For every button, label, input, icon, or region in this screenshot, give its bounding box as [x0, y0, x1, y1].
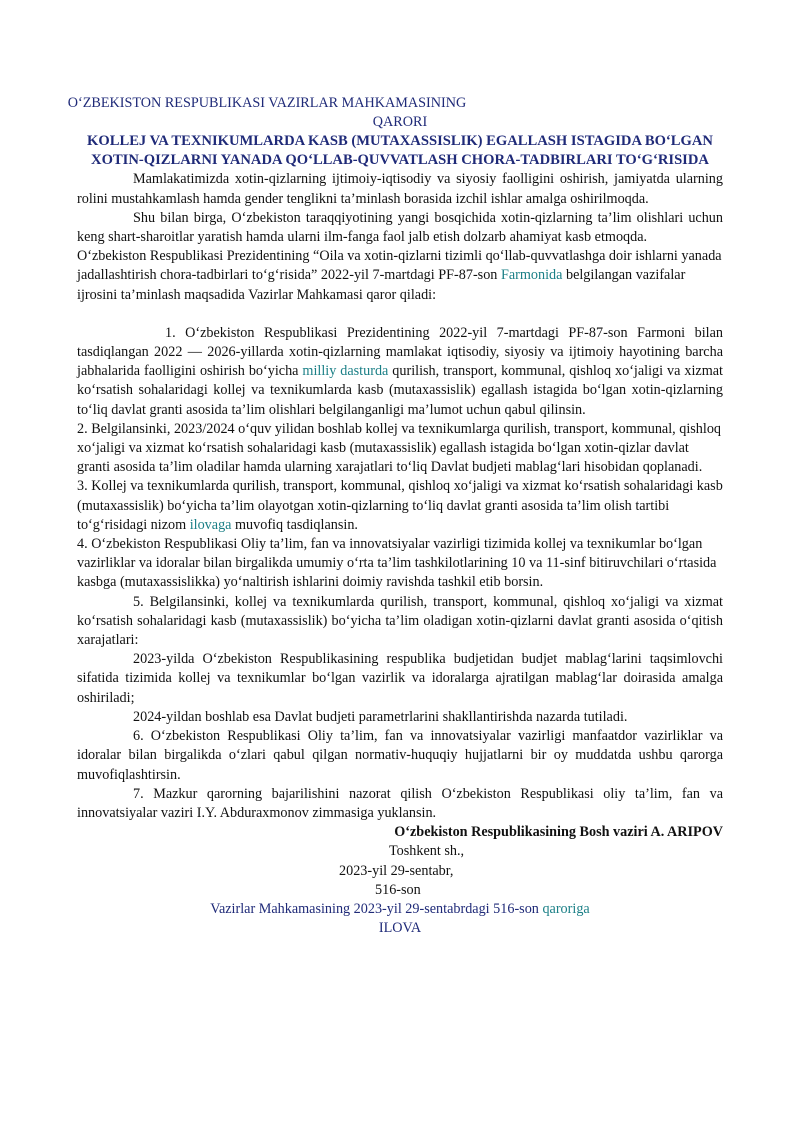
farmon-link[interactable]: Farmonida — [500, 267, 563, 284]
org-heading — [2, 94, 532, 113]
signature-place: Toshkent sh., — [389, 843, 465, 860]
org-name: O‘ZBEKISTON RESPUBLIKASI VAZIRLAR MAHKAMASINING — [67, 95, 467, 111]
milliy-dastur-link[interactable]: milliy dasturda — [302, 363, 389, 380]
item-1-first-line: 1. O‘zbekiston Respublikasi Prezidentining 2022-yil 7-martdagi PF-87-son Farmoni bilan — [165, 324, 723, 341]
signature-date: 2023-yil 29-sentabr, — [339, 862, 454, 879]
item-1 — [77, 343, 723, 420]
qaror-link[interactable]: qaroriga — [542, 900, 590, 917]
intro-p3-text: O‘zbekiston Respublikasi Prezidentining “Oila va xotin-qizlarni tizimli qo‘llab-quvvatlashga doir ishlarni yanada jadallashtirish chora-tadbirlari to‘g‘risida” 2022-yil 7-martdagi PF-87-son — [77, 248, 722, 284]
annex-reference-text: Vazirlar Mahkamasining 2023-yil 29-sentabrdagi 516-son — [210, 900, 543, 917]
signature-line: O‘zbekiston Respublikasining Bosh vaziri A. ARIPOV — [394, 824, 723, 841]
item-5-subparagraph-2: 2024-yildan boshlab esa Davlat budjeti parametrlarini shakllantirishda nazarda tutiladi. — [133, 708, 628, 725]
intro-p3-text-end: belgilangan vazifalar ijrosini ta’minlash maqsadida Vazirlar Mahkamasi qaror qiladi: — [77, 267, 686, 303]
ilova-link[interactable]: ilovaga — [189, 516, 232, 533]
item-4: 4. O‘zbekiston Respublikasi Oliy ta’lim, fan va innovatsiyalar vazirligi tizimida kollej va texnikumlar bo‘lgan vazirliklar va idoralar bilan birgalikda umumiy o‘rta ta’lim tashkilotlarining 10 va 11-sinf bitiruvchilari o‘rtasida kasbga (mutaxassislikka) yo‘naltirish ishlarini doimiy ravishda tashkil etib borsin. — [77, 536, 717, 591]
annex-heading: ILOVA — [378, 920, 422, 937]
intro-paragraph-1: Mamlakatimizda xotin-qizlarning ijtimoiy-iqtisodiy va siyosiy faolligini oshirish, jamiyatda ularning rolini mustahkamlash hamda gender tenglikni ta’minlash borasida izchil ishlar amalga oshirilmoqda. — [77, 171, 723, 207]
item-5: 5. Belgilansinki, kollej va texnikumlarda qurilish, transport, kommunal, qishloq xo‘jaligi va xizmat ko‘rsatish sohalaridagi kasb (mutaxassislik) bo‘yicha ta’lim oladigan xotin-qizlarni davlat granti asosida o‘qitish xarajatlari: — [77, 593, 723, 649]
item-3 — [77, 477, 723, 535]
item-6: 6. O‘zbekiston Respublikasi Oliy ta’lim, fan va innovatsiyalar vazirligi manfaatdor vazirliklar va idoralar bilan birgalikda o‘zlari qabul qilgan normativ-huquqiy hujjatlarni bir oy muddatda ushbu qarorga muvofiqlashtirsin. — [77, 728, 723, 783]
item-1-text-end: qurilish, transport, kommunal, qishloq xo‘jaligi va xizmat ko‘rsatish sohalaridagi kollej va texnikumlarda kasb (mutaxassislik) egallash istagida bo‘lgan xotin-qizlarning to‘liq davlat granti asosida ta’lim olishlari belgilanganligi ma’lumot uchun qabul qilinsin. — [77, 363, 723, 418]
doc-type: QARORI — [372, 114, 428, 131]
item-1-text: tasdiqlangan 2022 — 2026-yillarda xotin-qizlarning mamlakat iqtisodiy, siyosiy va ijtimoiy hayotining barcha jabhalarida faolligini oshirish bo‘yicha — [77, 344, 723, 380]
intro-paragraph-3 — [77, 247, 723, 305]
item-2: 2. Belgilansinki, 2023/2024 o‘quv yilidan boshlab kollej va texnikumlarga qurilish, transport, kommunal, qishloq xo‘jaligi va xizmat ko‘rsatish sohalaridagi kasb (mutaxassislik) egallash istagida bo‘lgan xotin-qizlar davlat granti asosida ta’lim oladilar hamda ularning xarajatlari to‘liq Davlat budjeti mablag‘lari hisobidan qoplanadi. — [77, 420, 722, 476]
signature-number: 516-son — [375, 881, 421, 898]
item-5-subparagraph-1: 2023-yilda O‘zbekiston Respublikasining respublika budjetidan budjet mablag‘larini taqsimlovchi sifatida tizimida kollej va texnikumlar bo‘lgan vazirlik va idoralarga ajratilgan mablag‘lar doirasida amalga oshiriladi; — [77, 651, 723, 706]
item-3-text: 3. Kollej va texnikumlarda qurilish, transport, kommunal, qishloq xo‘jaligi va xizmat ko‘rsatish sohalaridagi kasb (mutaxassislik) bo‘yicha ta’lim olayotgan xotin-qizlarning to‘liq davlat granti asosida ta’lim olish tartibi to‘g‘risidagi nizom — [77, 478, 723, 533]
item-3-text-end: muvofiq tasdiqlansin. — [231, 516, 358, 533]
document — [67, 94, 723, 938]
spacer — [77, 305, 723, 324]
intro-paragraph-2: Shu bilan birga, O‘zbekiston taraqqiyotining yangi bosqichida xotin-qizlarning ta’lim olishlari uchun keng shart-sharoitlar yaratish hamda ularni ilm-fanga faol jalb etish dolzarb ahamiyat kasb etmoqda. — [77, 209, 723, 246]
doc-title: KOLLEJ VA TEXNIKUMLARDA KASB (MUTAXASSISLIK) EGALLASH ISTAGIDA BO‘LGAN XOTIN-QIZLARNI YANADA QO‘LLAB-QUVVATLASH CHORA-TADBIRLARI TO‘G‘RISIDA — [87, 133, 713, 169]
annex-reference — [77, 900, 723, 919]
item-7: 7. Mazkur qarorning bajarilishini nazorat qilish O‘zbekiston Respublikasi oliy ta’lim, fan va innovatsiyalar vaziri I.Y. Abduraxmonov zimmasiga yuklansin. — [77, 785, 723, 821]
